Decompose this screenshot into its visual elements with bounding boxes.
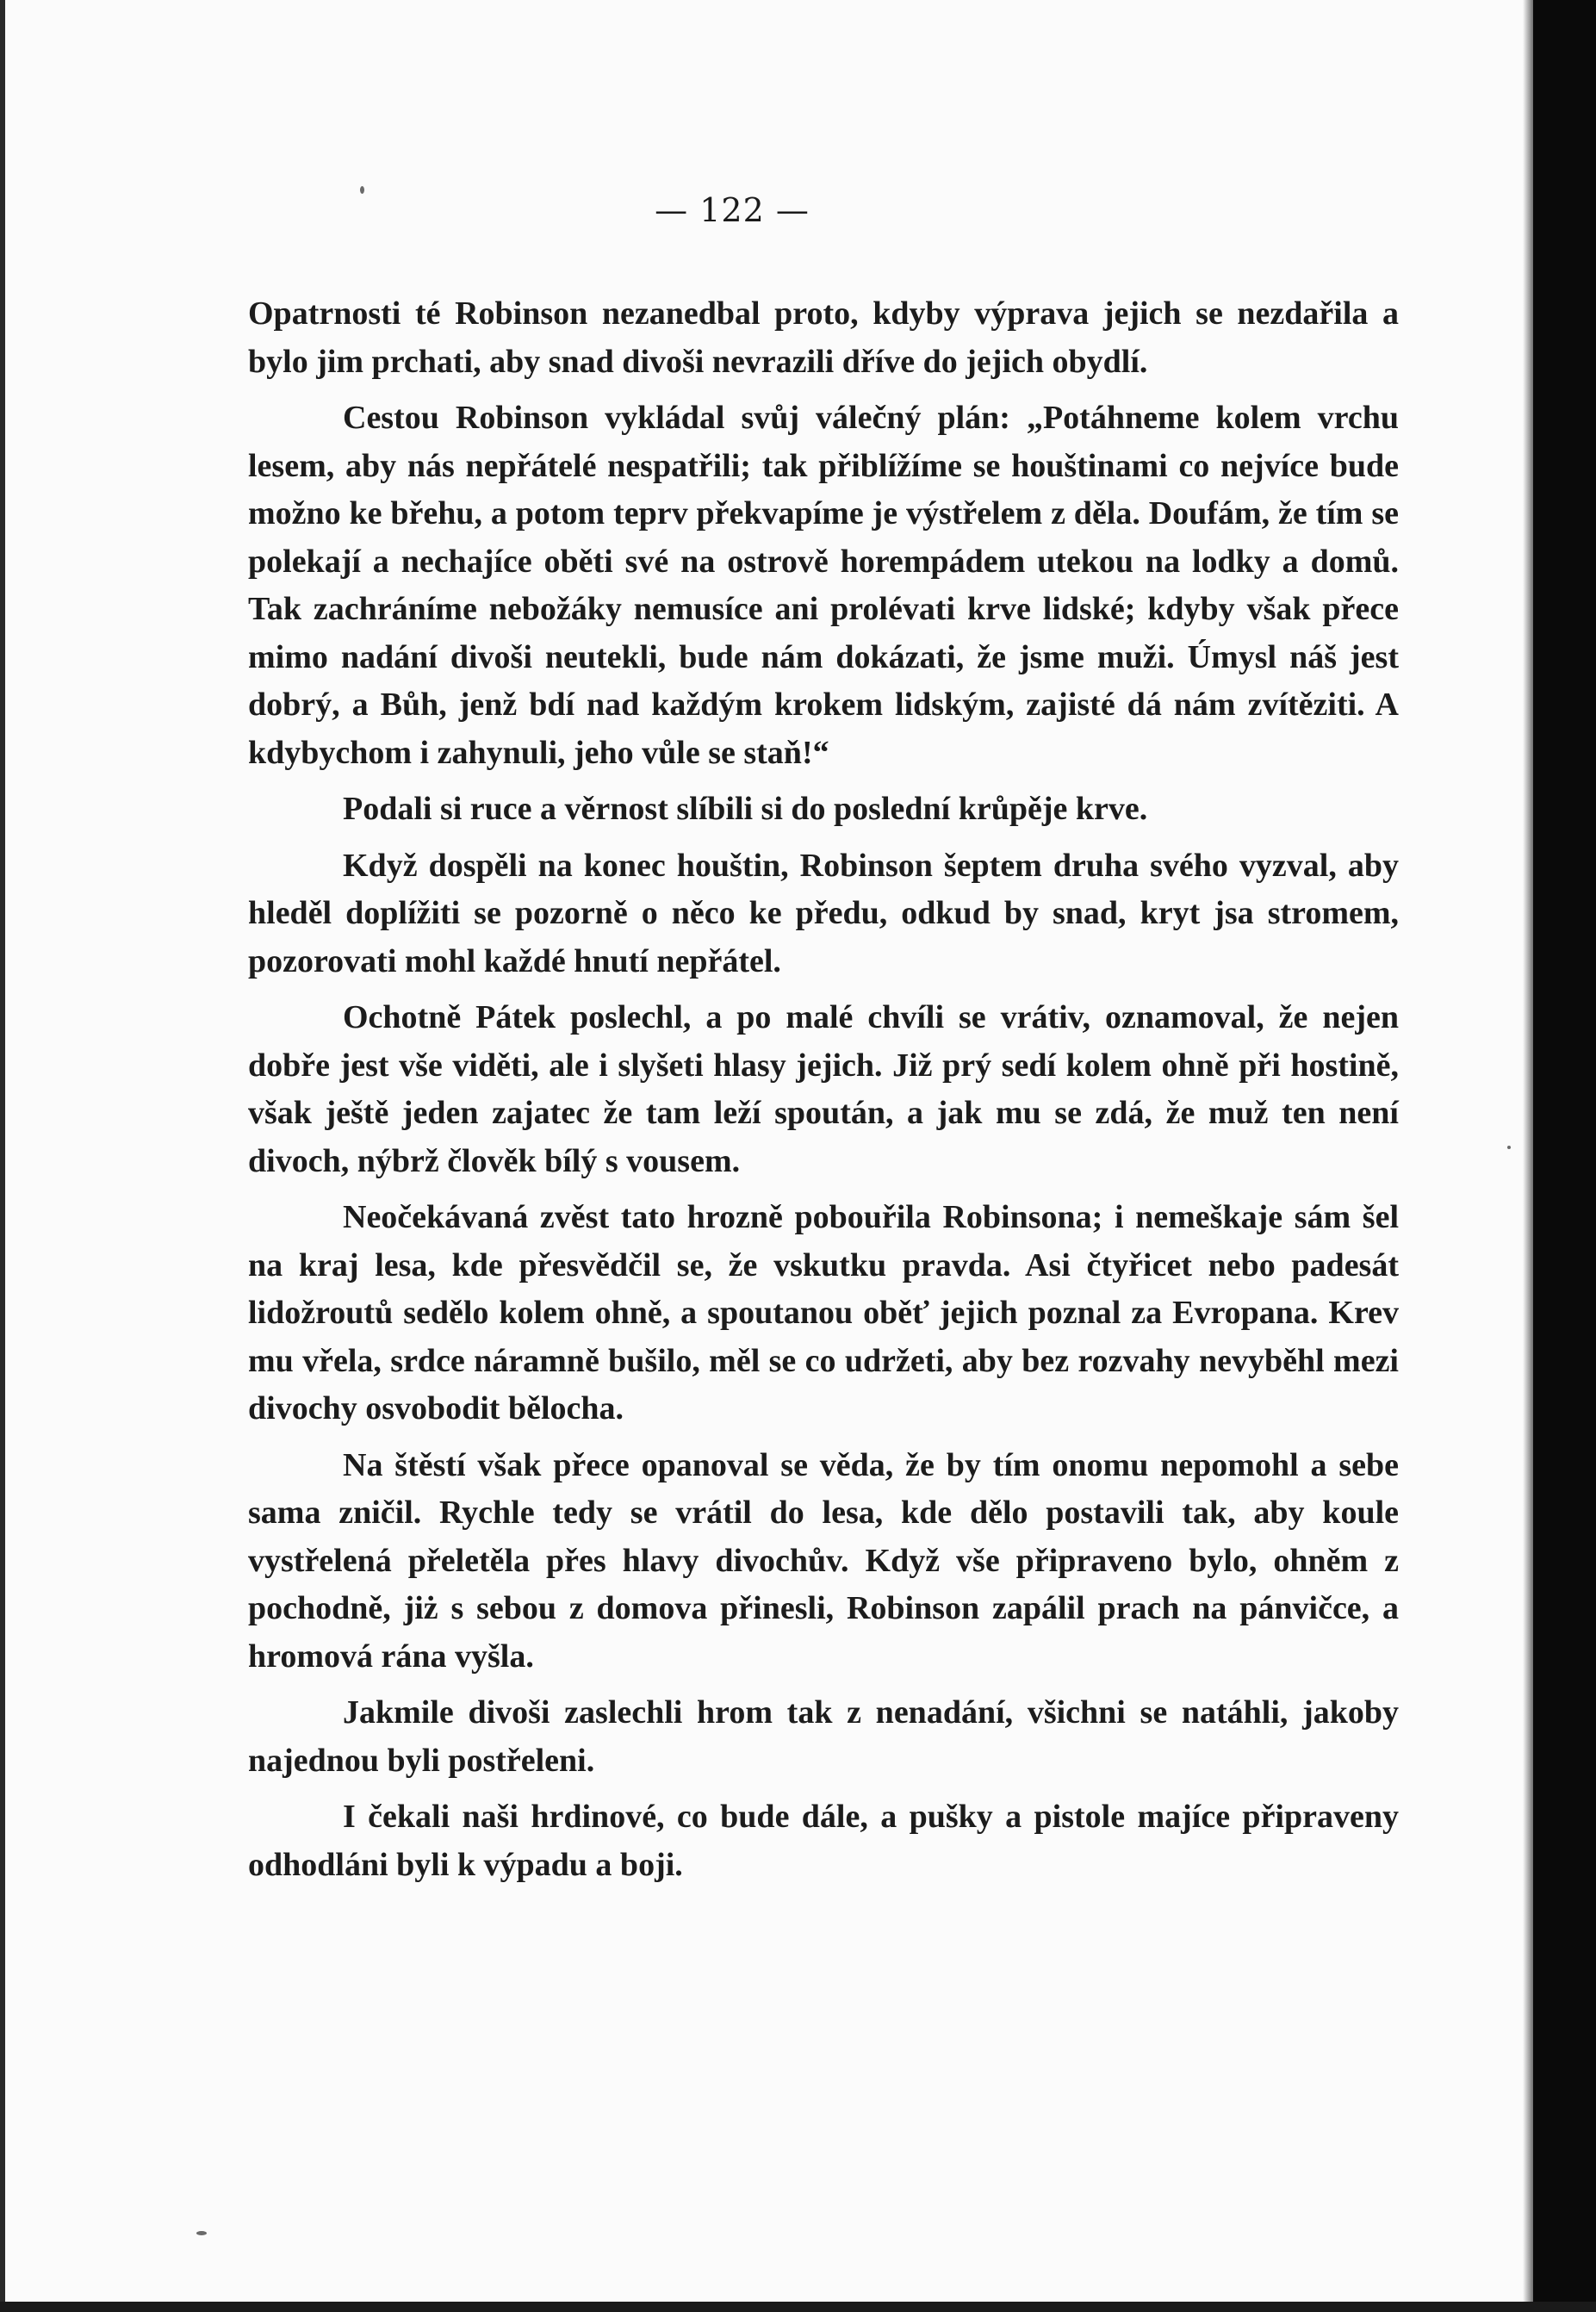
page-number: — 122 — <box>655 191 810 229</box>
paragraph: Na štěstí však přece opanoval se věda, že by tím onomu nepomohl a sebe sama zničil. Rychle tedy se vrátil do lesa, kde dělo postavili tak, aby koule vystřelená přeletěla přes hlavy divochův. Když vše připraveno bylo, ohněm z pochodně, jiż s sebou z domova přinesli, Robinson zapálil prach na pánvičce, a hromová rána vyšla. <box>248 1446 1399 1675</box>
paragraph: Cestou Robinson vykládal svůj válečný plán: „Potáhneme kolem vrchu lesem, aby nás nepřátelé nespatřili; tak přiblížíme se houštinami co nejvíce bude možno ke břehu, a potom teprv překvapíme je výstřelem z děla. Doufám, že tím se polekají a nechajíce oběti své na ostrově horempádem utekou na lodky a domů. Tak zachráníme nebožáky nemusíce ani prolévati krve lidské; kdyby však přece mimo nadání divoši neutekli, bude nám dokázati, že jsme muži. Úmysl náš jest dobrý, a Bůh, jenž bdí nad každým krokem lidským, zajisté dá nám zvítěziti. A kdybychom i zahynuli, jeho vůle se staň!“ <box>248 400 1399 771</box>
scan-speck <box>1507 1146 1511 1149</box>
paragraph: Ochotně Pátek poslechl, a po malé chvíli se vrátiv, oznamoval, že nejen dobře jest vše viděti, ale i slyšeti hlasy jejich. Již prý sedí kolem ohně při hostině, však ještě jeden zajatec že tam leží spoután, a jak mu se zdá, že muž ten není divoch, nýbrž člověk bílý s vousem. <box>248 999 1399 1179</box>
paragraph: Opatrnosti té Robinson nezanedbal proto, kdyby výprava jejich se nezdařila a bylo jim prchati, aby snad divoši nevrazili dříve do jejich obydlí. <box>248 295 1399 380</box>
paragraph: Jakmile divoši zaslechli hrom tak z nenadání, všichni se natáhli, jakoby najednou byli postřeleni. <box>248 1694 1399 1779</box>
scan-speck <box>196 2231 207 2235</box>
paragraph: Podali si ruce a věrnost slíbili si do poslední krůpěje krve. <box>343 791 1148 827</box>
scan-bottom-edge <box>0 2302 1596 2312</box>
scan-right-edge <box>1533 0 1596 2312</box>
paragraph: Neočekávaná zvěst tato hrozně pobouřila Robinsona; i nemeškaje sám šel na kraj lesa, kde přesvědčil se, že vskutku pravda. Asi čtyřicet nebo padesát lidožroutů sedělo kolem ohně, a spoutanou oběť jejich poznal za Evropana. Krev mu vřela, srdce náramně bušilo, měl se co udržeti, aby bez rozvahy nevyběhl mezi divochy osvobodit bělocha. <box>248 1199 1399 1426</box>
body-text <box>248 290 1399 1898</box>
paragraph: I čekali naši hrdinové, co bude dále, a pušky a pistole majíce připraveny odhodláni byli k výpadu a boji. <box>248 1799 1399 1883</box>
paragraph: Když dospěli na konec houštin, Robinson šeptem druha svého vyzval, aby hleděl doplížiti se pozorně o něco ke předu, odkud by snad, kryt jsa stromem, pozorovati mohl každé hnutí nepřátel. <box>248 847 1399 979</box>
scan-right-shadow <box>1523 0 1533 2312</box>
scan-left-edge <box>0 0 5 2312</box>
scan-speck <box>360 186 364 194</box>
